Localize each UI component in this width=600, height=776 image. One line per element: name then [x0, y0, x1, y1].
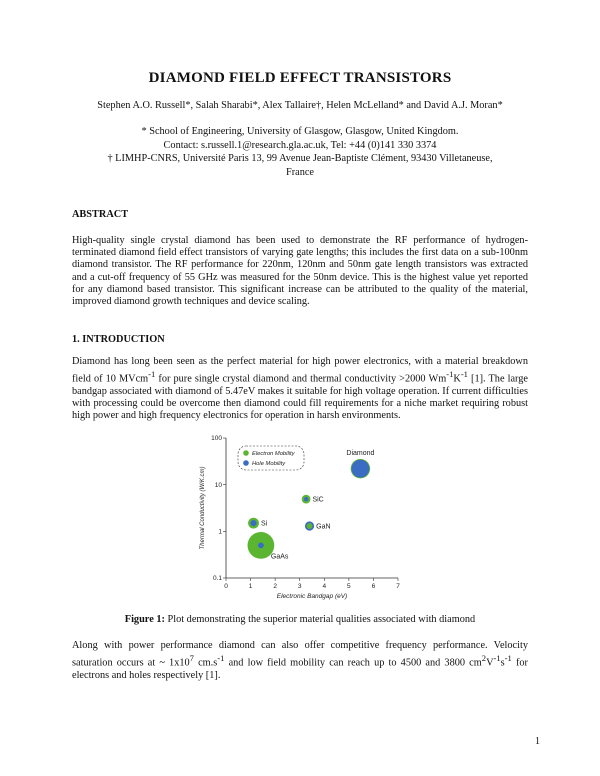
point-gan-electron	[307, 523, 313, 529]
point-label-sic: SiC	[312, 496, 324, 504]
introduction-paragraph-1: Diamond has long been seen as the perfect material for high power electronics, with a material breakdown field of 10 MVcm$^{-1}$ for pure single crystal diamond and thermal conductivity >2000 $Wm^{-1}K^{-1}$ [1]. The large bandgap associated with diamond of 5.47eV makes it suitable for high voltage operation. If current difficulties with processing could be overcome then diamond could fill requirements for a niche market requiring robust high power and high frequency electronics for operation in harsh environments.	[72, 356, 528, 422]
affiliations	[60, 125, 540, 179]
x-axis-label: Electronic Bandgap (eV)	[276, 593, 348, 600]
paper-title: DIAMOND FIELD EFFECT TRANSISTORS	[148, 70, 452, 86]
page-number: 1	[535, 736, 540, 747]
introduction-paragraph-2: Along with power performance diamond can also offer competitive frequency performance. Velocity saturation occurs at ~ $1x10^7$ $cm.s^{-1}$ and low field mobility can reach up to 4500 and 3800 $cm^2V^{-1}s^{-1}$ for electrons and holes respectively [1].	[72, 640, 528, 681]
y-tick-label: 0.1	[212, 575, 222, 583]
abstract-text: High-quality single crystal diamond has been used to demonstrate the RF performance of hydrogen-terminated diamond field effect transistors of varying gate lengths; this includes the first data on a sub-100nm diamond transistor. The RF performance for 220nm, 120nm and 50nm gate length transistors was extracted and a cut-off frequency of 55 GHz was measured for the 50nm device. This is the highest value yet reported for any diamond based transistor. This significant increase can be attributed to the quality of the material, improved diamond growth techniques and device scaling.	[72, 235, 528, 308]
legend-marker-hole	[243, 460, 249, 466]
point-label-si: Si	[260, 520, 268, 528]
y-axis-label: Thermal Conductivity (W/K.cm)	[200, 466, 206, 550]
point-si-hole	[250, 520, 256, 526]
abstract-heading: ABSTRACT	[72, 209, 129, 220]
figure-1-chart	[180, 430, 420, 600]
x-tick-label: 0	[224, 583, 228, 590]
affiliation-country: France	[285, 166, 314, 178]
point-label-gaas: GaAs	[270, 553, 289, 561]
figure-1-caption: Figure 1: Plot demonstrating the superior material qualities associated with diamond	[124, 614, 476, 625]
affiliation-limhp: † LIMHP-CNRS, Université Paris 13, 99 Avenue Jean-Baptiste Clément, 93430 Villetaneuse,	[107, 153, 493, 164]
legend-label-hole: Hole Mobility	[252, 461, 286, 468]
affiliation-glasgow: * School of Engineering, University of Glasgow, Glasgow, United Kingdom.	[141, 126, 459, 137]
x-tick-label: 7	[396, 583, 400, 590]
legend-marker-electron	[243, 450, 249, 456]
x-tick-label: 3	[297, 583, 302, 590]
point-gaas-hole	[258, 542, 264, 548]
y-tick-label: 10	[214, 481, 222, 489]
y-tick-label: 100	[211, 435, 222, 443]
point-label-gan: GaN	[316, 523, 331, 531]
introduction-heading: 1. INTRODUCTION	[72, 334, 165, 345]
contact-line: Contact: s.russell.1@research.gla.ac.uk, Tel: +44 (0)141 330 3374	[163, 139, 437, 151]
legend-label-electron: Electron Mobility	[252, 451, 295, 458]
x-tick-label: 4	[322, 583, 327, 590]
x-tick-label: 6	[371, 583, 376, 590]
x-tick-label: 2	[273, 583, 277, 590]
x-tick-label: 1	[248, 583, 253, 590]
author-list: Stephen A.O. Russell*, Salah Sharabi*, Alex Tallaire†, Helen McLelland* and David A.J. Moran*	[97, 100, 503, 111]
point-diamond-hole	[351, 460, 369, 478]
point-label-diamond: Diamond	[346, 449, 375, 457]
y-tick-label: 1	[218, 528, 222, 536]
point-sic-hole	[304, 497, 308, 501]
x-tick-label: 5	[347, 583, 351, 590]
